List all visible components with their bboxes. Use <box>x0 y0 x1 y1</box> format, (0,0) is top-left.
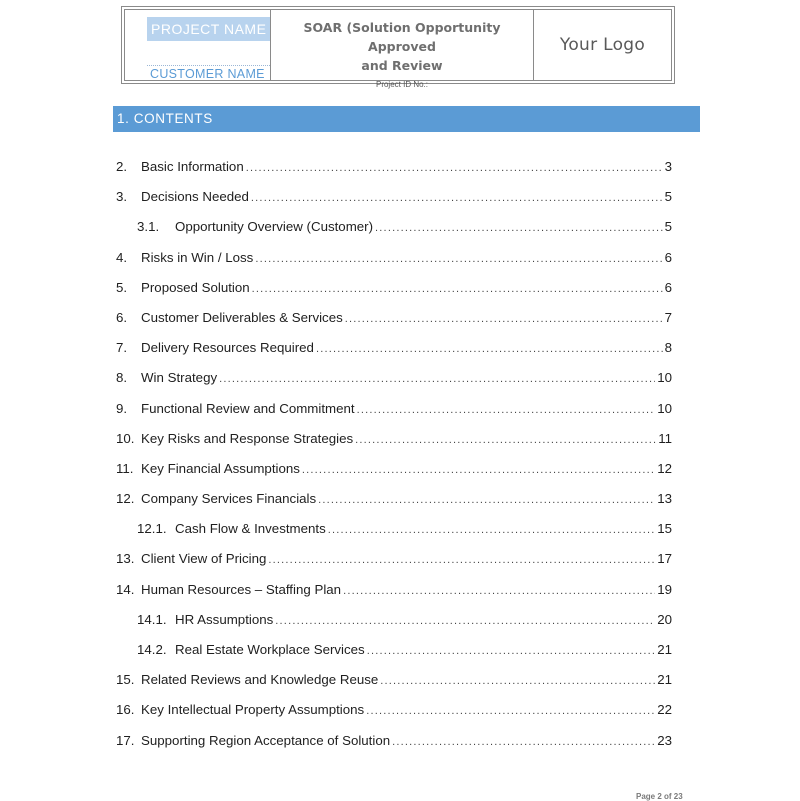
toc-dot-leader <box>275 606 655 636</box>
toc-entry[interactable] <box>116 635 672 665</box>
toc-entry[interactable] <box>116 514 672 544</box>
header-project-cell <box>125 10 271 80</box>
toc-dot-leader <box>367 636 656 666</box>
toc-entry-number: 14.1. <box>137 611 167 627</box>
toc-entry-page: 5 <box>664 219 672 235</box>
toc-dot-leader <box>375 213 663 243</box>
toc-dot-leader <box>357 395 656 425</box>
toc-entry[interactable] <box>116 243 672 273</box>
toc-entry-number: 12.1. <box>137 521 167 537</box>
toc-entry-page: 20 <box>657 611 672 627</box>
toc-entry-number: 11. <box>116 460 134 476</box>
toc-entry-title: Company Services Financials <box>141 491 317 507</box>
toc-entry-title: Key Financial Assumptions <box>141 460 300 476</box>
toc-entry-number: 3.1. <box>137 219 160 235</box>
project-id-label: Project ID No.: <box>375 80 428 89</box>
toc-dot-leader <box>246 153 663 183</box>
toc-entry-page: 3 <box>664 159 672 174</box>
toc-entry-number: 14. <box>116 581 135 597</box>
customer-divider <box>147 65 270 66</box>
toc-entry-title: Customer Deliverables & Services <box>141 309 343 325</box>
toc-entry-title: HR Assumptions <box>175 611 274 627</box>
toc-entry[interactable] <box>116 212 672 242</box>
toc-entry-title: Risks in Win / Loss <box>141 249 254 265</box>
header-logo-cell <box>534 10 671 80</box>
toc-entry-page: 12 <box>657 460 672 476</box>
toc-entry-number: 16. <box>116 702 135 718</box>
header-title-cell <box>271 10 534 89</box>
toc-dot-leader <box>380 666 655 696</box>
toc-entry-page: 11 <box>658 430 672 446</box>
toc-entry[interactable] <box>116 454 672 484</box>
toc-entry[interactable] <box>116 152 672 182</box>
toc-entry-page: 17 <box>657 551 672 567</box>
toc-entry[interactable] <box>116 273 672 303</box>
toc-entry-title: Basic Information <box>141 159 244 174</box>
toc-dot-leader <box>251 183 663 213</box>
toc-entry-page: 15 <box>657 521 672 537</box>
document-title <box>271 18 533 75</box>
toc-entry-page: 7 <box>664 309 672 325</box>
toc-dot-leader <box>268 545 655 575</box>
header-table <box>124 9 672 89</box>
toc-entry-page: 23 <box>657 732 672 748</box>
toc-dot-leader <box>316 334 663 364</box>
toc-entry[interactable] <box>116 333 672 363</box>
toc-entry-number: 14.2. <box>137 642 167 657</box>
document-header <box>121 6 675 89</box>
toc-entry-number: 8. <box>116 370 128 386</box>
toc-entry-page: 8 <box>664 340 672 356</box>
toc-dot-leader <box>318 485 655 515</box>
toc-dot-leader <box>252 274 663 304</box>
document-title-line-1: SOAR (Solution Opportunity Approved <box>303 20 501 54</box>
toc-entry-number: 3. <box>116 189 128 205</box>
toc-entry[interactable] <box>116 484 672 514</box>
toc-entry[interactable] <box>116 303 672 333</box>
toc-dot-leader <box>345 304 663 334</box>
toc-entry[interactable] <box>116 424 672 454</box>
toc-entry[interactable] <box>116 665 672 695</box>
toc-entry-title: Opportunity Overview (Customer) <box>175 219 374 235</box>
toc-entry-number: 6. <box>116 309 128 325</box>
toc-dot-leader <box>355 425 656 455</box>
toc-entry-page: 5 <box>664 189 672 205</box>
toc-entry-page: 22 <box>657 702 672 718</box>
toc-entry-page: 10 <box>657 400 672 416</box>
toc-entry-title: Key Risks and Response Strategies <box>141 430 354 446</box>
toc-dot-leader <box>392 727 655 757</box>
toc-entry-page: 19 <box>657 581 672 597</box>
toc-dot-leader <box>328 515 655 545</box>
toc-entry[interactable] <box>116 695 672 725</box>
toc-entry-title: Key Intellectual Property Assumptions <box>141 702 365 718</box>
document-title-line-2: and Review <box>361 58 443 73</box>
toc-entry-number: 17. <box>116 732 135 748</box>
toc-entry[interactable] <box>116 363 672 393</box>
page-number: Page 2 of 23 <box>636 792 683 801</box>
toc-entry-title: Real Estate Workplace Services <box>175 642 365 657</box>
toc-dot-leader <box>219 364 655 394</box>
project-name-field[interactable]: PROJECT NAME <box>147 17 270 41</box>
toc-entry-page: 21 <box>657 672 672 688</box>
toc-entry-page: 6 <box>664 249 672 265</box>
customer-name-field[interactable]: CUSTOMER NAME <box>150 67 265 81</box>
toc-entry-title: Proposed Solution <box>141 279 250 295</box>
toc-entry-number: 9. <box>116 400 128 416</box>
toc-entry-title: Delivery Resources Required <box>141 340 314 356</box>
toc-entry-title: Win Strategy <box>141 370 218 386</box>
toc-entry-number: 2. <box>116 159 128 174</box>
toc-entry[interactable] <box>116 182 672 212</box>
contents-heading: 1. CONTENTS <box>113 106 700 132</box>
toc-entry-title: Human Resources – Staffing Plan <box>141 581 342 597</box>
toc-dot-leader <box>366 696 655 726</box>
toc-entry-number: 15. <box>116 672 135 688</box>
toc-entry-title: Cash Flow & Investments <box>175 521 326 537</box>
toc-entry-number: 12. <box>116 491 135 507</box>
toc-entry-number: 13. <box>116 551 135 567</box>
toc-entry-page: 21 <box>657 642 672 657</box>
table-of-contents <box>116 152 672 756</box>
toc-entry[interactable] <box>116 394 672 424</box>
toc-entry-number: 7. <box>116 340 128 356</box>
toc-entry[interactable] <box>116 605 672 635</box>
toc-entry-page: 13 <box>657 491 672 507</box>
toc-entry[interactable] <box>116 726 672 756</box>
toc-dot-leader <box>255 244 662 274</box>
toc-entry-title: Functional Review and Commitment <box>141 400 355 416</box>
toc-entry[interactable] <box>116 544 672 574</box>
toc-entry-number: 4. <box>116 249 128 265</box>
toc-entry-number: 5. <box>116 279 128 295</box>
toc-entry-title: Decisions Needed <box>141 189 249 205</box>
logo-placeholder: Your Logo <box>559 35 646 55</box>
toc-entry-page: 6 <box>664 279 672 295</box>
toc-dot-leader <box>343 576 655 606</box>
toc-dot-leader <box>302 455 655 485</box>
toc-entry[interactable] <box>116 575 672 605</box>
toc-entry-page: 10 <box>657 370 672 386</box>
toc-entry-title: Related Reviews and Knowledge Reuse <box>141 672 379 688</box>
toc-entry-title: Supporting Region Acceptance of Solution <box>141 732 391 748</box>
toc-entry-number: 10. <box>116 430 135 446</box>
toc-entry-title: Client View of Pricing <box>141 551 267 567</box>
